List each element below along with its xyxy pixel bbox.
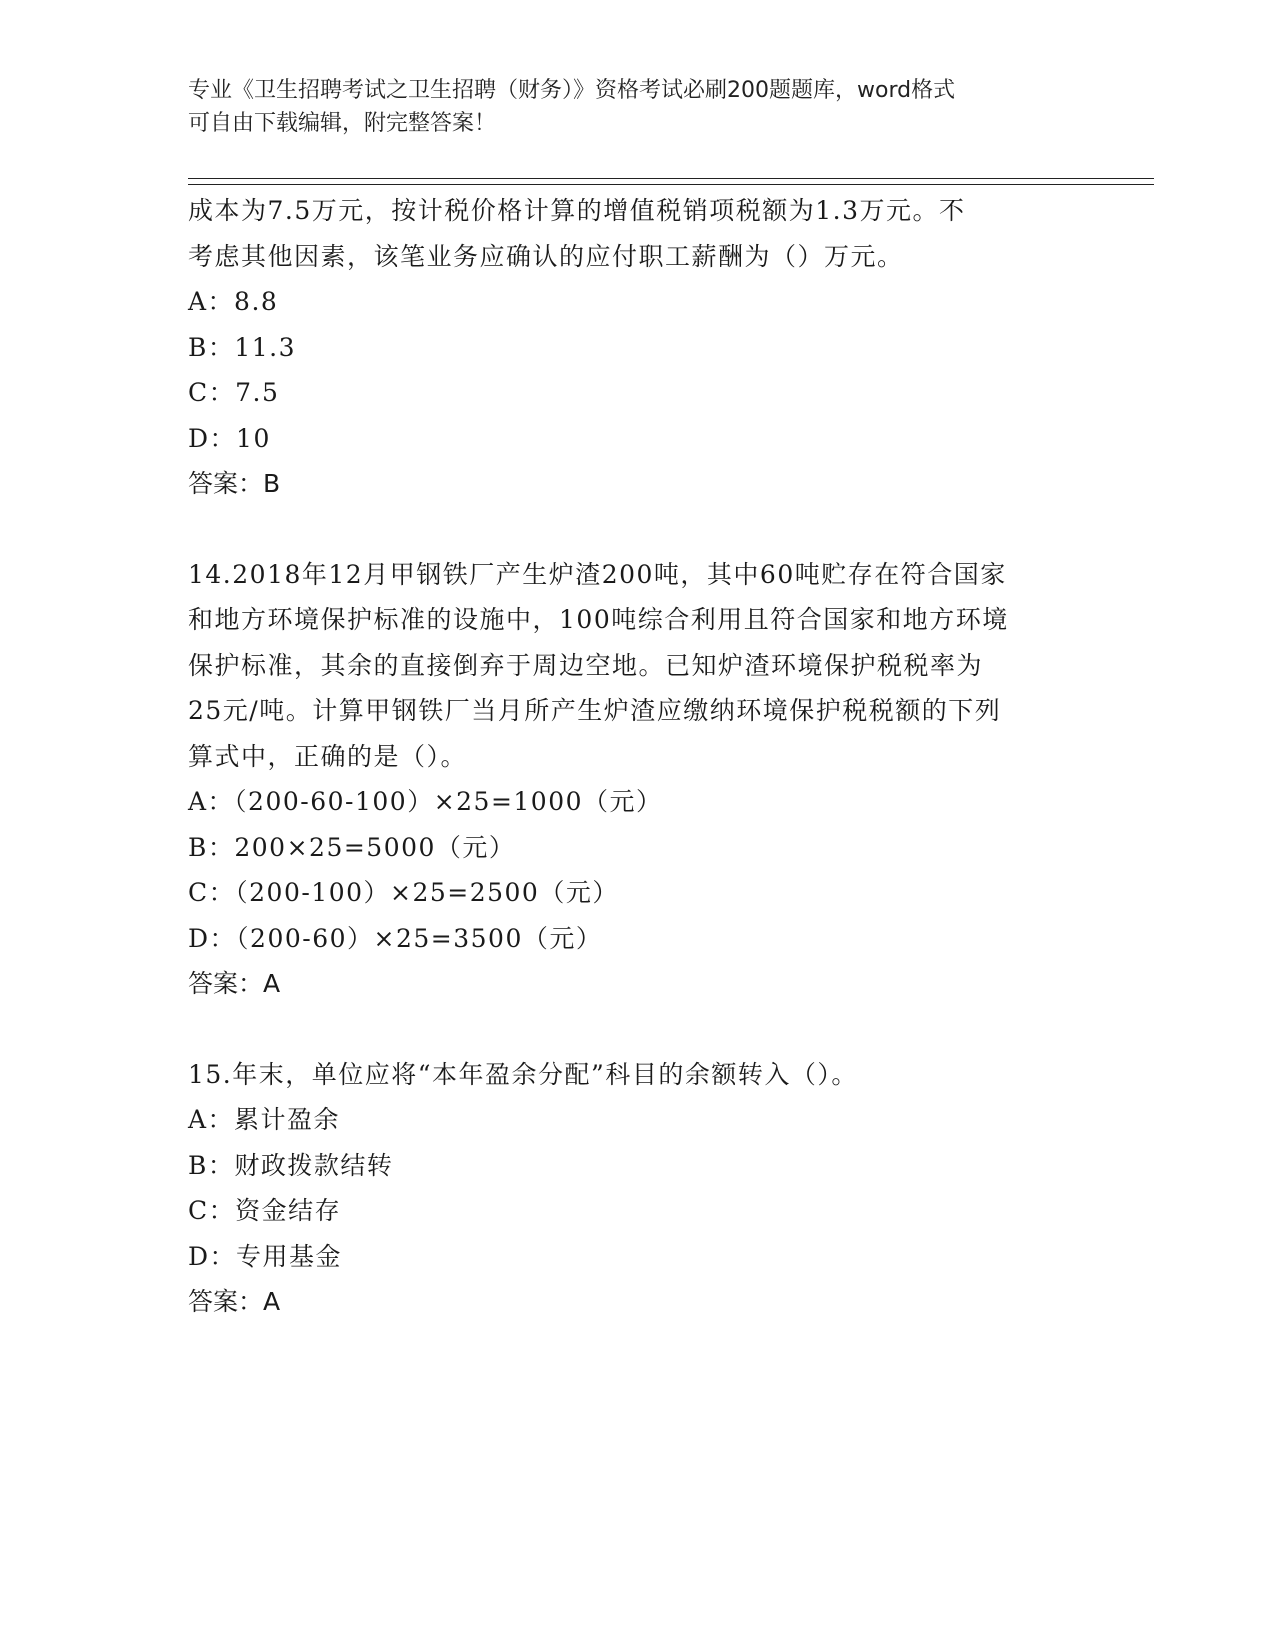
option-d: D：（200-60）×25=3500（元） xyxy=(188,923,603,953)
question-stem-line: 和地方环境保护标准的设施中，100吨综合利用且符合国家和地方环境 xyxy=(188,605,1009,634)
option-b: B：11.3 xyxy=(188,332,297,362)
option-a: A：（200-60-100）×25=1000（元） xyxy=(188,787,663,816)
question-stem-line: 算式中，正确的是（）。 xyxy=(188,741,468,771)
question-block xyxy=(188,188,1088,507)
question-block xyxy=(188,1052,1088,1325)
question-stem-line: 考虑其他因素，该笔业务应确认的应付职工薪酬为（）万元。 xyxy=(188,241,904,271)
option-a: A：累计盈余 xyxy=(188,1105,341,1134)
question-stem-line: 25元/吨。计算甲钢铁厂当月所产生炉渣应缴纳环境保护税税额的下列 xyxy=(188,696,1002,725)
question-stem-line: 保护标准，其余的直接倒弃于周边空地。已知炉渣环境保护税税率为 xyxy=(188,650,984,680)
answer-key: 答案：A xyxy=(188,969,281,998)
question-stem-line: 14.2018年12月甲钢铁厂产生炉渣200吨，其中60吨贮存在符合国家 xyxy=(188,559,1007,589)
question-stem-line: 15.年末，单位应将“本年盈余分配”科目的余额转入（）。 xyxy=(188,1059,858,1089)
option-a: A：8.8 xyxy=(188,287,279,316)
answer-key: 答案：B xyxy=(188,469,281,498)
option-d: D：专用基金 xyxy=(188,1241,343,1271)
question-block xyxy=(188,552,1088,1007)
option-b: B：200×25=5000（元） xyxy=(188,832,516,862)
header-divider-top xyxy=(188,178,1154,179)
question-stem-line: 成本为7.5万元，按计税价格计算的增值税销项税额为1.3万元。不 xyxy=(188,196,966,225)
option-d: D：10 xyxy=(188,423,271,453)
question-list xyxy=(188,188,1088,1325)
document-header xyxy=(188,74,1088,140)
answer-key: 答案：A xyxy=(188,1287,281,1316)
header-line-1: 专业《卫生招聘考试之卫生招聘（财务）》资格考试必刷200题题库，word格式 xyxy=(188,78,956,103)
option-b: B：财政拨款结转 xyxy=(188,1150,394,1180)
header-divider-bottom xyxy=(188,184,1154,185)
option-c: C：资金结存 xyxy=(188,1196,342,1225)
header-line-2: 可自由下载编辑，附完整答案！ xyxy=(188,111,497,136)
option-c: C：（200-100）×25=2500（元） xyxy=(188,878,619,907)
option-c: C：7.5 xyxy=(188,378,280,407)
